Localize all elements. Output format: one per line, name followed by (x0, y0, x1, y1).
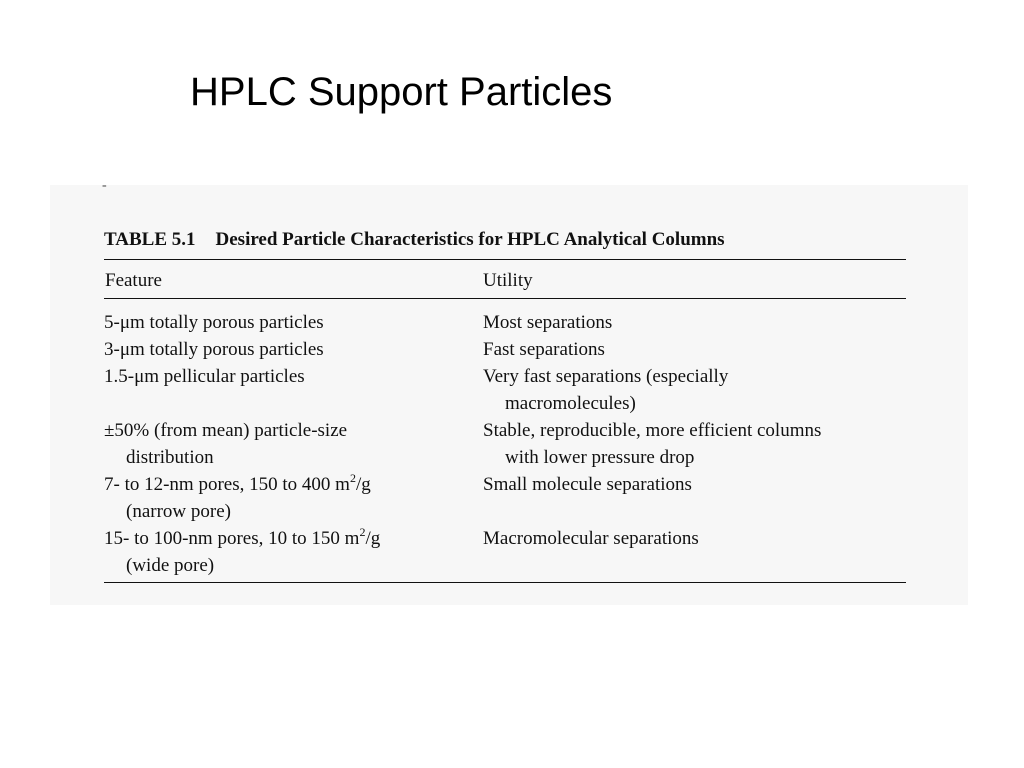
feature-cell (104, 471, 464, 525)
utility-cell (483, 525, 913, 552)
utility-cell (483, 336, 913, 363)
feature-text: 1.5-μm pellicular particles (104, 366, 305, 387)
utility-text: Most separations (483, 312, 613, 333)
utility-text: Fast separations (483, 339, 605, 360)
table-top-rule (104, 259, 906, 260)
feature-text: ±50% (from mean) particle-size (104, 420, 348, 441)
feature-cell (104, 336, 464, 363)
utility-cell (483, 309, 913, 336)
feature-cell (104, 417, 464, 471)
utility-text: Small molecule separations (483, 474, 692, 495)
feature-cell (104, 525, 464, 579)
feature-text-unit: /g (355, 474, 371, 495)
table-caption-text: Desired Particle Characteristics for HPLC Analytical Columns (215, 229, 725, 250)
utility-text: Stable, reproducible, more efficient columns (483, 420, 822, 441)
superscript: 2 (349, 470, 356, 485)
utility-text-continued: with lower pressure drop (505, 447, 695, 468)
column-header-utility: Utility (483, 270, 533, 291)
utility-cell (483, 363, 913, 417)
feature-text-continued: (narrow pore) (126, 501, 231, 522)
feature-cell (104, 309, 464, 336)
utility-text: Macromolecular separations (483, 528, 699, 549)
table-bottom-rule (104, 582, 906, 583)
feature-cell (104, 363, 464, 390)
feature-text-main: 15- to 100-nm pores, 10 to 150 m (104, 528, 360, 549)
table-number: TABLE 5.1 (104, 229, 196, 250)
feature-text (104, 525, 464, 552)
feature-text-unit: /g (365, 528, 381, 549)
utility-cell (483, 471, 913, 498)
feature-text: 3-μm totally porous particles (104, 339, 324, 360)
table-caption (104, 229, 725, 251)
feature-text-continued: (wide pore) (126, 555, 215, 576)
feature-text-main: 7- to 12-nm pores, 150 to 400 m (104, 474, 350, 495)
utility-cell (483, 417, 913, 471)
scan-artifact: - (102, 178, 107, 193)
utility-text: Very fast separations (especially (483, 366, 729, 387)
feature-text-continued: distribution (126, 447, 214, 468)
column-header-feature: Feature (105, 270, 162, 291)
table-header-rule (104, 298, 906, 299)
superscript: 2 (359, 524, 366, 539)
slide-title: HPLC Support Particles (190, 70, 613, 114)
feature-text (104, 471, 464, 498)
feature-text: 5-μm totally porous particles (104, 312, 324, 333)
utility-text-continued: macromolecules) (505, 393, 636, 414)
